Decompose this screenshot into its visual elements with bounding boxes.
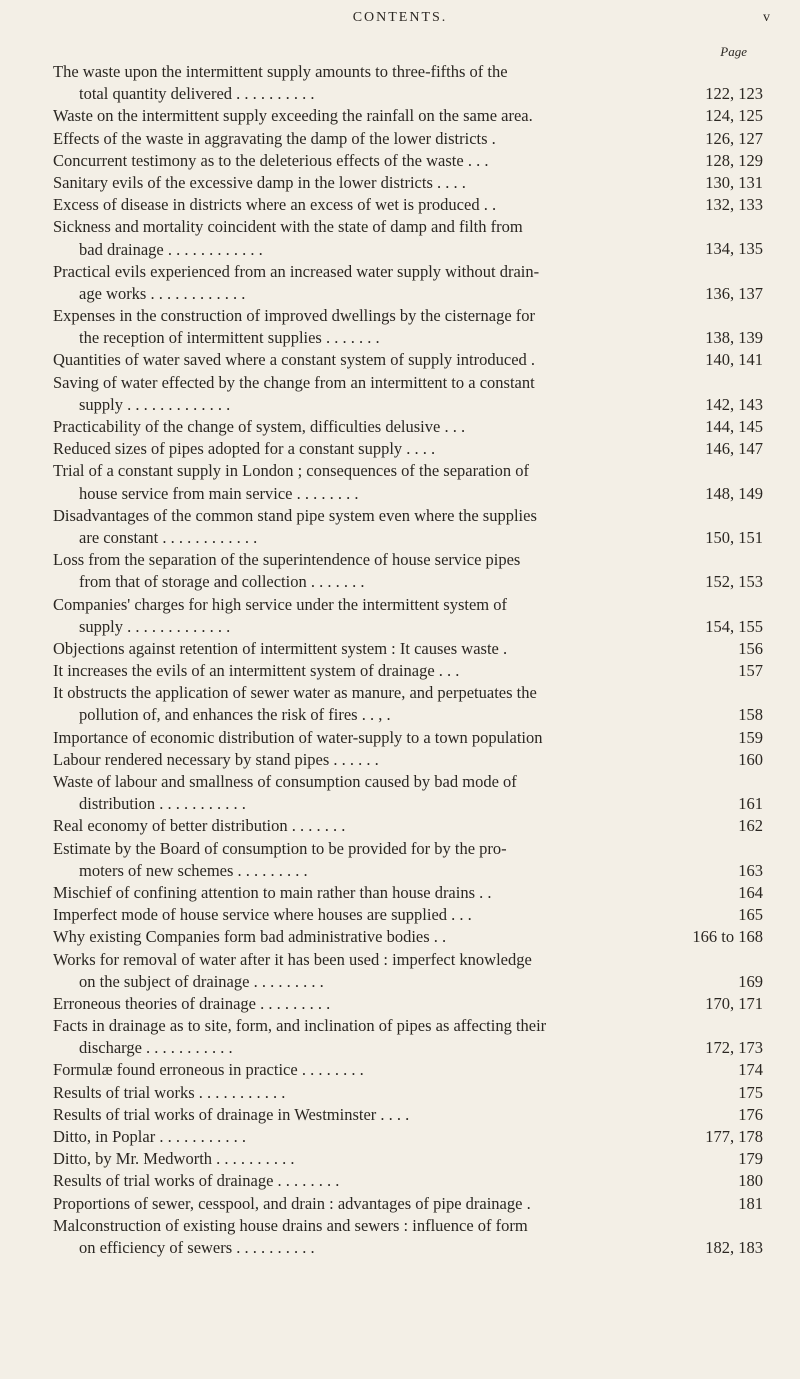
toc-entry-pages: 163 bbox=[639, 860, 763, 882]
toc-entry-pages: 150, 151 bbox=[639, 527, 763, 549]
toc-entry-text: Why existing Companies form bad administrative bodies . . bbox=[53, 927, 447, 947]
toc-entry-pages: 172, 173 bbox=[639, 1037, 763, 1059]
toc-entry-pages: 144, 145 bbox=[639, 416, 763, 438]
toc-entry-text: Objections against retention of intermittent system : It causes waste . bbox=[53, 638, 508, 658]
toc-entry-text: age works . . . . . . . . . . . . bbox=[79, 283, 246, 303]
toc-entry-text: The waste upon the intermittent supply amounts to three-fifths of the bbox=[53, 62, 508, 81]
toc-entry-pages: 128, 129 bbox=[639, 150, 763, 172]
toc-entry-text: Mischief of confining attention to main rather than house drains . . bbox=[53, 882, 492, 902]
toc-entry bbox=[53, 993, 763, 1015]
toc-entry-pages: 160 bbox=[639, 749, 763, 771]
toc-entry bbox=[53, 505, 763, 549]
toc-entry bbox=[53, 904, 763, 926]
toc-entry-pages: 126, 127 bbox=[639, 128, 763, 150]
toc-entry-pages: 140, 141 bbox=[639, 349, 763, 371]
toc-entry-text: house service from main service . . . . . . . . bbox=[79, 483, 359, 503]
toc-entry-text: pollution of, and enhances the risk of fires . . , . bbox=[79, 705, 391, 725]
toc-entry-text: Expenses in the construction of improved dwellings by the cisternage for bbox=[53, 306, 536, 326]
toc-entry bbox=[53, 926, 763, 948]
table-of-contents bbox=[0, 61, 800, 1259]
toc-entry-pages: 161 bbox=[639, 793, 763, 815]
toc-entry bbox=[53, 727, 763, 749]
toc-entry-text: Formulæ found erroneous in practice . . . . . . . . bbox=[53, 1060, 364, 1080]
running-head bbox=[0, 10, 800, 32]
toc-entry-text: on the subject of drainage . . . . . . . . . bbox=[79, 971, 324, 991]
toc-entry-text: Results of trial works of drainage . . . . . . . . bbox=[53, 1171, 340, 1191]
toc-entry bbox=[53, 815, 763, 837]
toc-entry bbox=[53, 660, 763, 682]
toc-entry-pages: 169 bbox=[639, 971, 763, 993]
toc-entry-text: Estimate by the Board of consumption to be provided for by the pro- bbox=[53, 838, 507, 858]
toc-entry-pages: 142, 143 bbox=[639, 394, 763, 416]
toc-entry-pages: 175 bbox=[639, 1082, 763, 1104]
toc-entry-pages: 170, 171 bbox=[639, 993, 763, 1015]
toc-entry-text: Proportions of sewer, cesspool, and drain : advantages of pipe drainage . bbox=[53, 1193, 531, 1213]
toc-entry-text: Loss from the separation of the superintendence of house service pipes bbox=[53, 550, 521, 570]
toc-entry-text: Sickness and mortality coincident with the state of damp and filth from bbox=[53, 217, 523, 237]
toc-entry bbox=[53, 594, 763, 638]
toc-entry bbox=[53, 838, 763, 882]
toc-entry bbox=[53, 1126, 763, 1148]
toc-entry-text: Waste on the intermittent supply exceeding the rainfall on the same area. bbox=[53, 106, 533, 126]
toc-entry-pages: 136, 137 bbox=[639, 283, 763, 305]
toc-entry-text: the reception of intermittent supplies . . . . . . . bbox=[79, 328, 380, 348]
toc-entry-pages: 132, 133 bbox=[639, 194, 763, 216]
toc-entry-text: Results of trial works of drainage in Westminster . . . . bbox=[53, 1104, 410, 1124]
toc-entry-text: supply . . . . . . . . . . . . . bbox=[79, 616, 231, 636]
toc-entry-text: Erroneous theories of drainage . . . . . . . . . bbox=[53, 993, 331, 1013]
toc-entry-pages: 134, 135 bbox=[639, 238, 763, 260]
toc-entry bbox=[53, 1215, 763, 1259]
toc-entry-text: Reduced sizes of pipes adopted for a constant supply . . . . bbox=[53, 439, 436, 459]
toc-entry bbox=[53, 638, 763, 660]
toc-entry-text: Trial of a constant supply in London ; consequences of the separation of bbox=[53, 461, 529, 481]
toc-entry-text: Saving of water effected by the change from an intermittent to a constant bbox=[53, 372, 535, 392]
toc-entry-text: Sanitary evils of the excessive damp in the lower districts . . . . bbox=[53, 172, 466, 192]
toc-entry-pages: 146, 147 bbox=[639, 438, 763, 460]
toc-entry bbox=[53, 460, 763, 504]
toc-entry bbox=[53, 372, 763, 416]
toc-entry-text: Ditto, by Mr. Medworth . . . . . . . . . . bbox=[53, 1149, 295, 1169]
toc-entry bbox=[53, 261, 763, 305]
toc-entry-pages: 122, 123 bbox=[639, 83, 763, 105]
toc-entry-text: Waste of labour and smallness of consumption caused by bad mode of bbox=[53, 772, 517, 791]
toc-entry bbox=[53, 305, 763, 349]
toc-entry-text: moters of new schemes . . . . . . . . . bbox=[79, 860, 308, 880]
toc-entry-text: Results of trial works . . . . . . . . . . . bbox=[53, 1082, 286, 1102]
toc-entry-text: Ditto, in Poplar . . . . . . . . . . . bbox=[53, 1127, 246, 1146]
toc-entry-pages: 165 bbox=[639, 904, 763, 926]
toc-entry bbox=[53, 1015, 763, 1059]
toc-entry-text: Facts in drainage as to site, form, and inclination of pipes as affecting their bbox=[53, 1016, 547, 1036]
toc-entry bbox=[53, 416, 763, 438]
toc-entry-text: Disadvantages of the common stand pipe system even where the supplies bbox=[53, 505, 537, 525]
toc-entry bbox=[53, 549, 763, 593]
toc-entry-pages: 166 to 168 bbox=[639, 926, 763, 948]
toc-entry bbox=[53, 1104, 763, 1126]
toc-entry-text: Effects of the waste in aggravating the damp of the lower districts . bbox=[53, 128, 496, 148]
toc-entry-pages: 182, 183 bbox=[639, 1237, 763, 1259]
toc-entry-pages: 124, 125 bbox=[639, 105, 763, 127]
toc-entry bbox=[53, 1059, 763, 1081]
toc-entry-pages: 164 bbox=[639, 882, 763, 904]
toc-entry bbox=[53, 61, 763, 105]
toc-entry bbox=[53, 194, 763, 216]
toc-entry-pages: 148, 149 bbox=[639, 483, 763, 505]
toc-entry bbox=[53, 216, 763, 260]
toc-entry-text: distribution . . . . . . . . . . . bbox=[79, 794, 246, 814]
toc-entry-text: It obstructs the application of sewer water as manure, and perpetuates the bbox=[53, 683, 537, 703]
toc-entry-pages: 154, 155 bbox=[639, 616, 763, 638]
toc-entry bbox=[53, 1082, 763, 1104]
toc-entry-pages: 152, 153 bbox=[639, 571, 763, 593]
toc-entry bbox=[53, 882, 763, 904]
toc-entry-text: Imperfect mode of house service where houses are supplied . . . bbox=[53, 905, 472, 925]
toc-entry-pages: 177, 178 bbox=[639, 1126, 763, 1148]
toc-entry-pages: 179 bbox=[639, 1148, 763, 1170]
toc-entry bbox=[53, 1193, 763, 1215]
toc-entry-text: supply . . . . . . . . . . . . . bbox=[79, 394, 231, 414]
toc-entry-pages: 157 bbox=[639, 660, 763, 682]
page-folio: v bbox=[763, 10, 770, 25]
toc-entry-text: Malconstruction of existing house drains and sewers : influence of form bbox=[53, 1215, 528, 1235]
toc-entry bbox=[53, 172, 763, 194]
toc-entry-text: total quantity delivered . . . . . . . . . . bbox=[79, 84, 315, 104]
toc-entry-text: Importance of economic distribution of water-supply to a town population bbox=[53, 727, 543, 747]
toc-entry-pages: 180 bbox=[639, 1170, 763, 1192]
toc-entry-text: Labour rendered necessary by stand pipes . . . . . . bbox=[53, 749, 379, 769]
toc-entry-text: Real economy of better distribution . . . . . . . bbox=[53, 816, 346, 836]
toc-entry bbox=[53, 438, 763, 460]
toc-entry bbox=[53, 128, 763, 150]
toc-entry bbox=[53, 682, 763, 726]
toc-entry-pages: 130, 131 bbox=[639, 172, 763, 194]
page-column-label: Page bbox=[720, 44, 747, 59]
toc-entry-pages: 158 bbox=[639, 704, 763, 726]
toc-entry bbox=[53, 1170, 763, 1192]
toc-entry-text: discharge . . . . . . . . . . . bbox=[79, 1038, 233, 1058]
toc-entry-text: from that of storage and collection . . . . . . . bbox=[79, 572, 365, 592]
toc-entry bbox=[53, 150, 763, 172]
toc-entry-text: on efficiency of sewers . . . . . . . . . . bbox=[79, 1237, 315, 1257]
toc-entry-pages: 156 bbox=[639, 638, 763, 660]
toc-entry-text: Companies' charges for high service under the intermittent system of bbox=[53, 594, 508, 614]
toc-entry bbox=[53, 349, 763, 371]
toc-entry bbox=[53, 1148, 763, 1170]
toc-entry-text: bad drainage . . . . . . . . . . . . bbox=[79, 239, 263, 259]
toc-entry-text: Works for removal of water after it has been used : imperfect knowledge bbox=[53, 949, 532, 969]
toc-entry-pages: 162 bbox=[639, 815, 763, 837]
toc-entry-text: Practicability of the change of system, difficulties delusive . . . bbox=[53, 417, 466, 436]
toc-entry-text: Practical evils experienced from an increased water supply without drain- bbox=[53, 261, 540, 281]
toc-entry bbox=[53, 105, 763, 127]
toc-entry-text: Excess of disease in districts where an excess of wet is produced . . bbox=[53, 195, 497, 215]
toc-entry bbox=[53, 949, 763, 993]
toc-entry-pages: 138, 139 bbox=[639, 327, 763, 349]
toc-entry-text: Concurrent testimony as to the deleterious effects of the waste . . . bbox=[53, 150, 489, 170]
toc-entry-text: Quantities of water saved where a constant system of supply introduced . bbox=[53, 350, 536, 370]
toc-entry-pages: 159 bbox=[639, 727, 763, 749]
toc-entry-pages: 176 bbox=[639, 1104, 763, 1126]
toc-entry bbox=[53, 749, 763, 771]
toc-entry-pages: 181 bbox=[639, 1193, 763, 1215]
running-title: CONTENTS. bbox=[352, 10, 448, 25]
toc-entry-text: It increases the evils of an intermittent system of drainage . . . bbox=[53, 661, 460, 681]
toc-entry-pages: 174 bbox=[639, 1059, 763, 1081]
toc-entry bbox=[53, 771, 763, 815]
toc-entry-text: are constant . . . . . . . . . . . . bbox=[79, 527, 258, 547]
